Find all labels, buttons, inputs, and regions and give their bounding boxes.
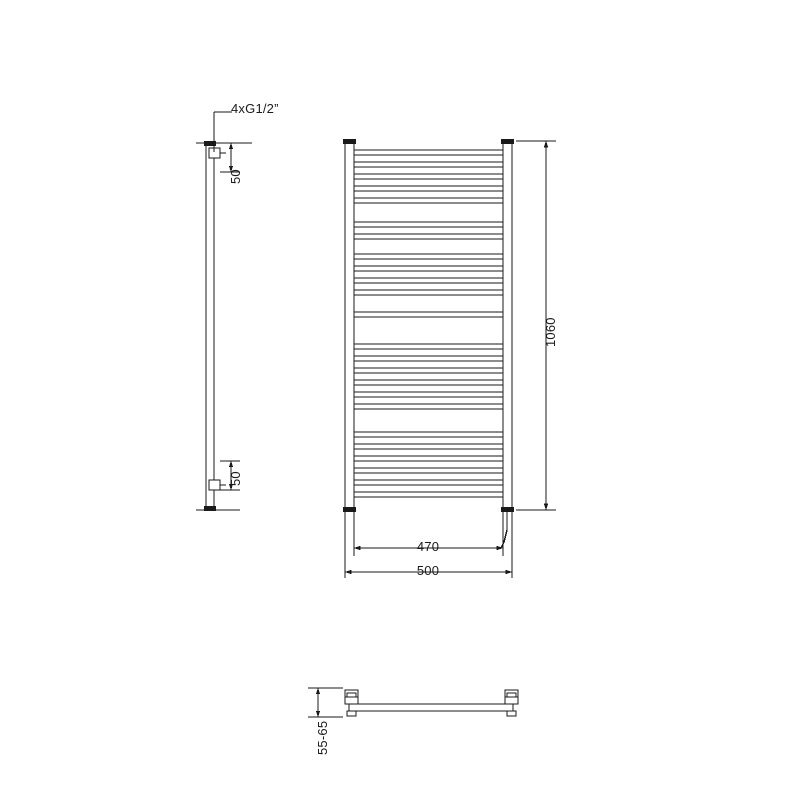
front-view-geometry bbox=[343, 139, 514, 548]
front-view-height-dimension-1060: 1060 bbox=[543, 317, 558, 347]
side-view-top-dimension-50: 50 bbox=[228, 169, 243, 184]
front-view-outer-width-dimension-500: 500 bbox=[416, 563, 440, 578]
side-view-bottom-dimension-50: 50 bbox=[228, 471, 243, 486]
side-view-geometry bbox=[204, 141, 226, 511]
top-view-depth-dimension-55-65: 55-65 bbox=[315, 720, 330, 755]
front-view-dimension-lines bbox=[345, 141, 556, 578]
front-view-inner-width-dimension-470: 470 bbox=[416, 539, 440, 554]
top-view-geometry bbox=[345, 690, 518, 716]
side-view-dimension-lines bbox=[196, 112, 252, 510]
side-view-connector-label: 4xG1/2” bbox=[231, 101, 279, 116]
top-view-dimension-lines bbox=[308, 688, 343, 717]
